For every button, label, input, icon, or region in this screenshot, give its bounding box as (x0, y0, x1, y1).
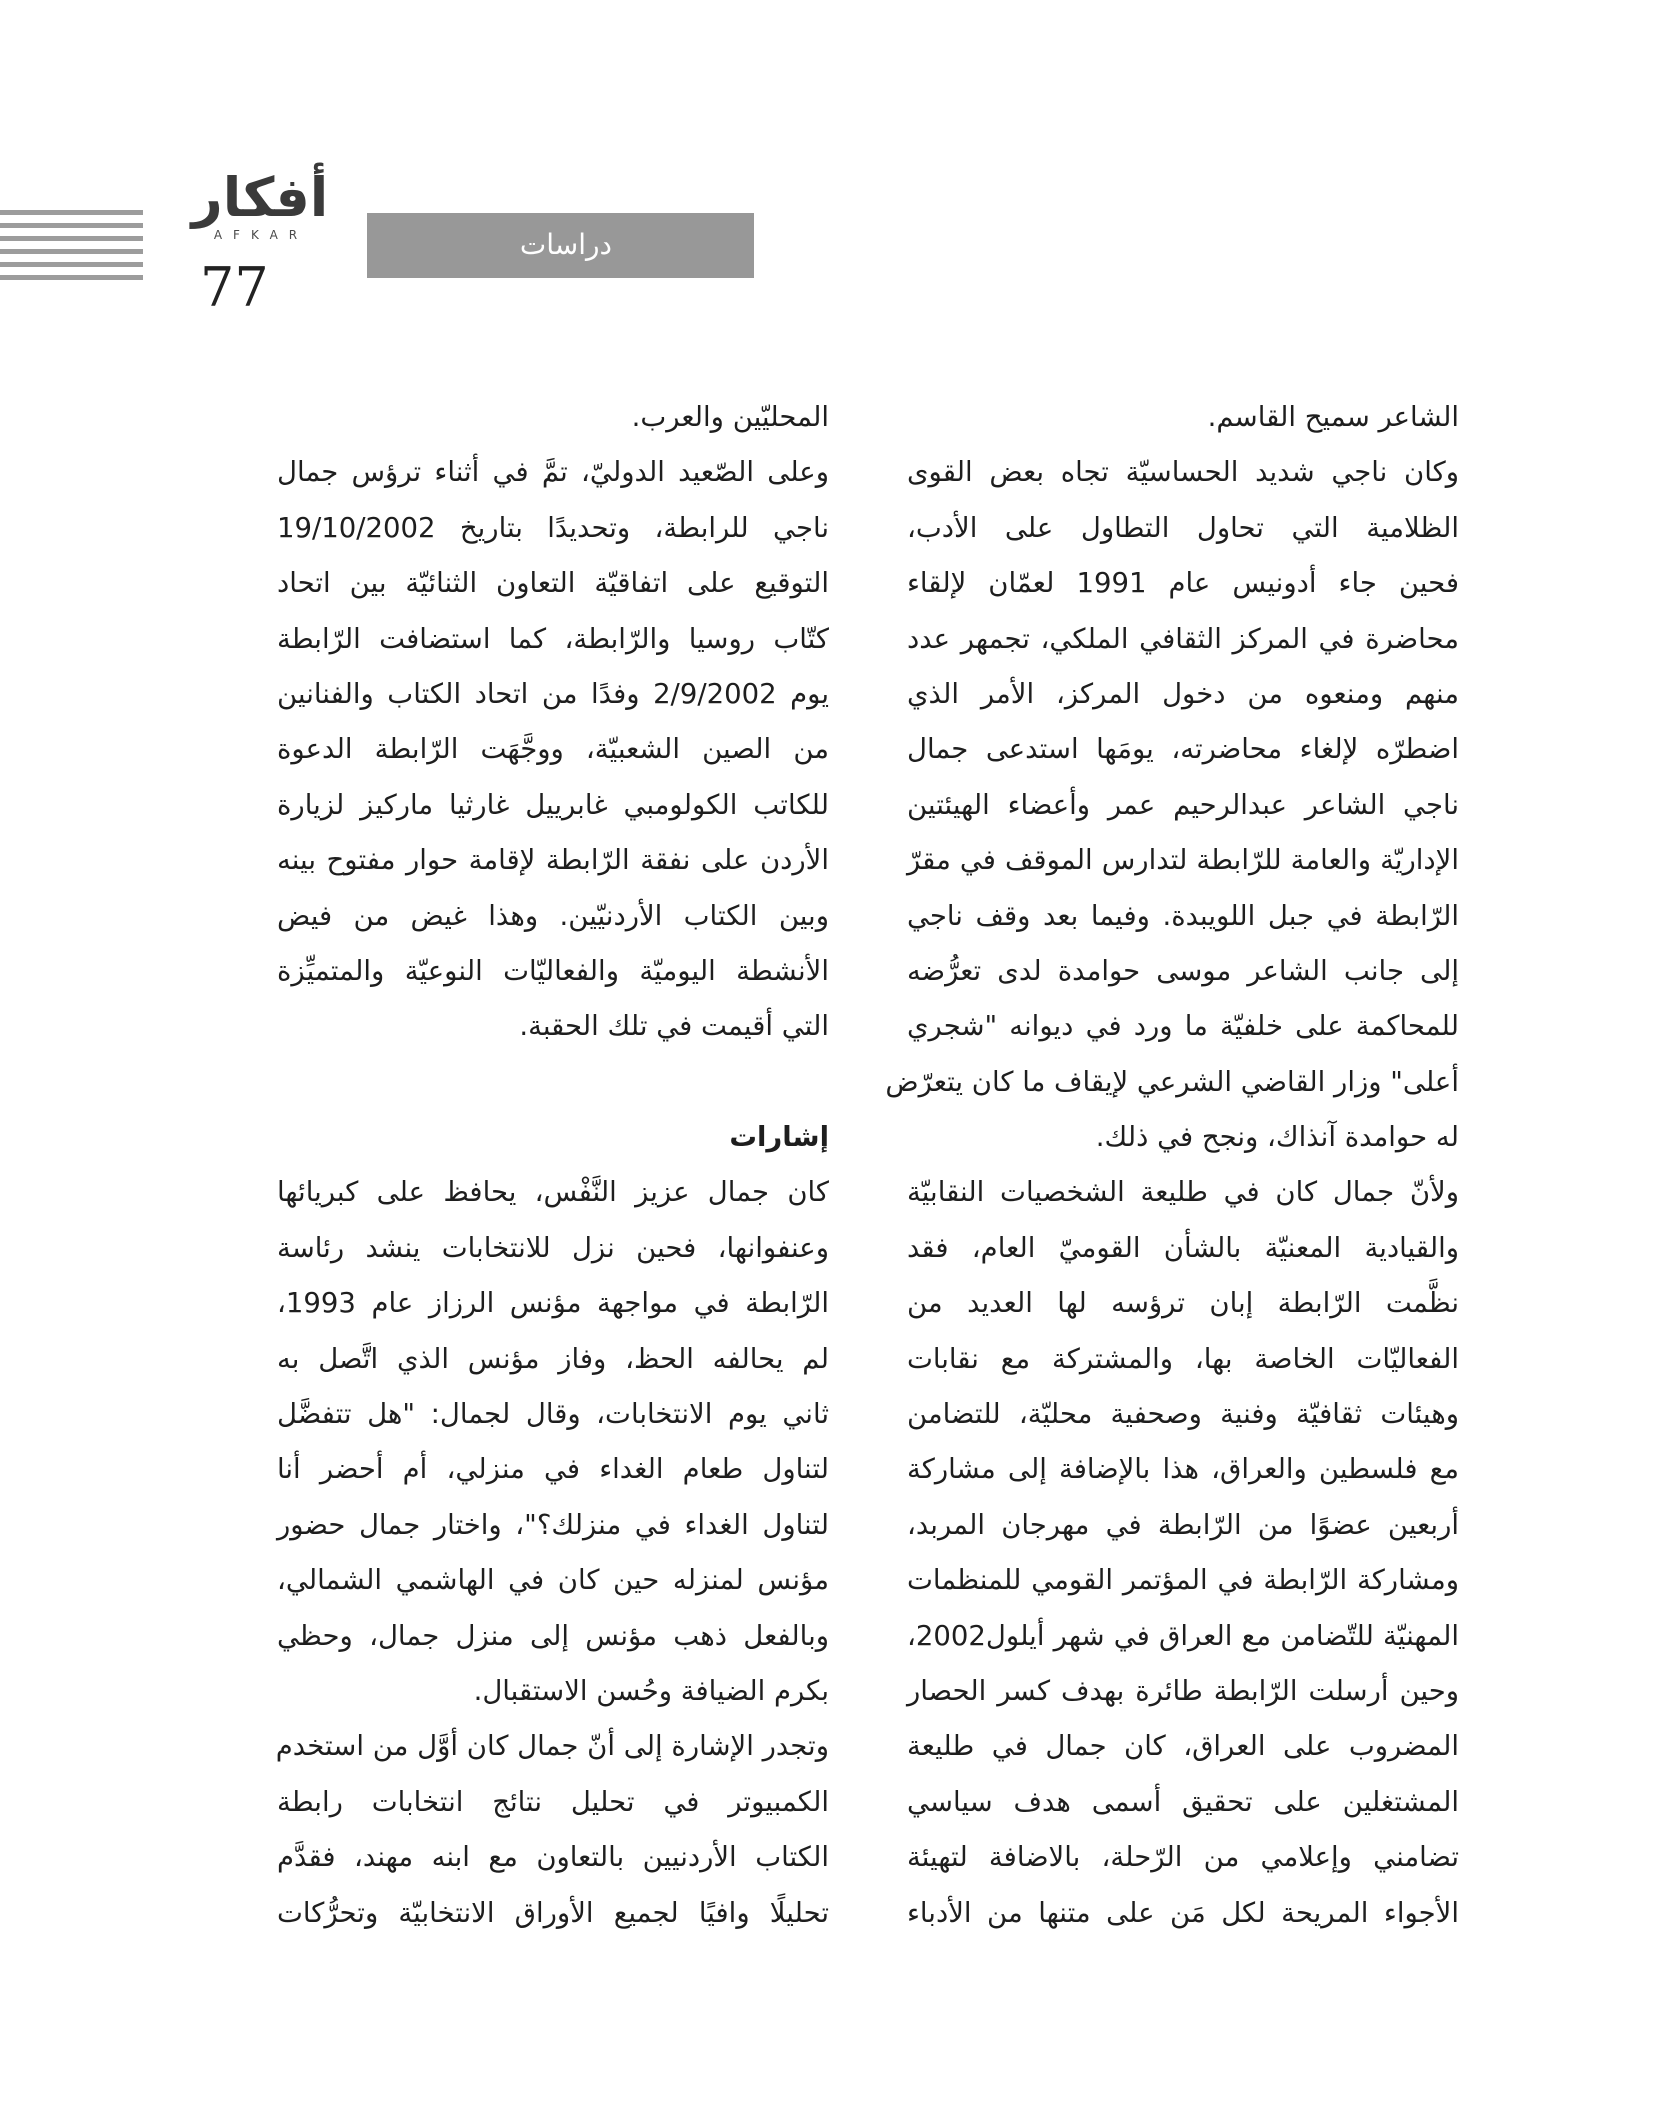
text-line: محاضرة في المركز الثقافي الملكي، تجمهر عدد (907, 622, 1459, 655)
text-line: المضروب على العراق، كان جمال في طليعة (907, 1730, 1459, 1763)
text-line: لتناول طعام الغداء في منزلي، أم أحضر أنا (277, 1453, 829, 1486)
text-line: للكاتب الكولومبي غابرييل غارثيا ماركيز لزيارة (277, 788, 829, 821)
text-line: يوم 2/9/2002 وفدًا من اتحاد الكتاب والفنانين (277, 677, 829, 710)
text-line: مؤنس لمنزله حين كان في الهاشمي الشمالي، (277, 1564, 829, 1597)
text-line: بكرم الضيافة وحُسن الاستقبال. (473, 1674, 829, 1707)
text-line: الظلامية التي تحاول التطاول على الأدب، (907, 511, 1459, 544)
text-line: لم يحالفه الحظ، وفاز مؤنس الذي اتَّصل به (277, 1342, 829, 1375)
logo-latin: AFKAR (213, 228, 309, 242)
text-line: وعلى الصّعيد الدوليّ، تمَّ في أثناء ترؤس جمال (277, 456, 829, 489)
text-line: الإداريّة والعامة للرّابطة لتدارس الموقف في مقرّ (907, 844, 1459, 877)
text-line: وعنفوانها، فحين نزل للانتخابات ينشد رئاسة (277, 1231, 829, 1264)
text-line: المهنيّة للتّضامن مع العراق في شهر أيلول2002، (907, 1619, 1459, 1652)
text-line: أعلى" وزار القاضي الشرعي لإيقاف ما كان يتعرّض (885, 1065, 1459, 1098)
text-line: الرّابطة في مواجهة مؤنس الرزاز عام 1993، (277, 1287, 829, 1320)
text-line: وهيئات ثقافيّة وفنية وصحفية محليّة، للتضامن (907, 1398, 1459, 1431)
text-line: التوقيع على اتفاقيّة التعاون الثنائيّة بين اتحاد (277, 567, 829, 600)
text-line: كان جمال عزيز النَّفْس، يحافظ على كبريائها (277, 1176, 829, 1209)
section-heading: إشارات (729, 1121, 829, 1154)
text-line: وكان ناجي شديد الحساسيّة تجاه بعض القوى (907, 456, 1459, 489)
text-line: للمحاكمة على خلفيّة ما ورد في ديوانه "شجري (907, 1010, 1459, 1043)
page-number: 77 (200, 256, 269, 319)
text-line: مع فلسطين والعراق، هذا بالإضافة إلى مشاركة (907, 1453, 1459, 1486)
text-line: المحليّين والعرب. (631, 401, 829, 433)
left-text-column (277, 390, 829, 1941)
text-line: من الصين الشعبيّة، ووجَّهَت الرّابطة الدعوة (277, 733, 829, 766)
text-line: لتناول الغداء في منزلك؟"، واختار جمال حضور (277, 1508, 829, 1541)
text-line: وبين الكتاب الأردنيّين. وهذا غيض من فيض (277, 899, 829, 932)
text-line: المشتغلين على تحقيق أسمى هدف سياسي (907, 1785, 1459, 1818)
logo-arabic: أفكار (191, 166, 329, 229)
text-line: الكتاب الأردنيين بالتعاون مع ابنه مهند، فقدَّم (277, 1841, 829, 1874)
text-line: ومشاركة الرّابطة في المؤتمر القومي للمنظمات (907, 1564, 1459, 1597)
text-line: له حوامدة آنذاك، ونجح في ذلك. (1095, 1121, 1459, 1154)
text-line: الأنشطة اليوميّة والفعاليّات النوعيّة والمتميِّزة (277, 954, 829, 987)
text-line: ناجي للرابطة، وتحديدًا بتاريخ 19/10/2002 (277, 511, 829, 544)
right-text-column (885, 390, 1459, 1941)
blank-line (277, 1055, 829, 1110)
text-line: ناجي الشاعر عبدالرحيم عمر وأعضاء الهيئتين (907, 788, 1459, 821)
text-line: ثاني يوم الانتخابات، وقال لجمال: "هل تتفضَّل (277, 1398, 829, 1431)
text-line: تحليلًا وافيًا لجميع الأوراق الانتخابيّة وتحرُّكات (277, 1896, 829, 1929)
text-line: نظَّمت الرّابطة إبان ترؤسه لها العديد من (907, 1287, 1459, 1320)
header-stripes (0, 210, 143, 280)
text-line: الرّابطة في جبل اللويبدة. وفيما بعد وقف ناجي (907, 899, 1459, 932)
text-line: إلى جانب الشاعر موسى حوامدة لدى تعرُّضه (907, 954, 1459, 987)
text-line: الفعاليّات الخاصة بها، والمشتركة مع نقابات (907, 1342, 1459, 1375)
text-line: ولأنّ جمال كان في طليعة الشخصيات النقابيّة (907, 1176, 1459, 1209)
text-line: التي أقيمت في تلك الحقبة. (519, 1010, 829, 1043)
text-line: تضامني وإعلامي من الرّحلة، بالاضافة لتهيئة (907, 1841, 1459, 1874)
text-line: فحين جاء أدونيس عام 1991 لعمّان لإلقاء (907, 567, 1459, 600)
text-line: الأجواء المريحة لكل مَن على متنها من الأدباء (907, 1896, 1459, 1929)
text-line: الأردن على نفقة الرّابطة لإقامة حوار مفتوح بينه (277, 844, 829, 877)
magazine-logo (180, 168, 340, 248)
text-line: والقيادية المعنيّة بالشأن القوميّ العام، فقد (907, 1231, 1459, 1264)
section-label: دراسات (519, 228, 612, 261)
text-line: الكمبيوتر في تحليل نتائج انتخابات رابطة (277, 1785, 829, 1818)
section-bar (367, 213, 754, 278)
text-line: منهم ومنعوه من دخول المركز، الأمر الذي (907, 677, 1459, 710)
text-line: وحين أرسلت الرّابطة طائرة بهدف كسر الحصار (907, 1674, 1459, 1707)
text-line: الشاعر سميح القاسم. (1207, 401, 1459, 433)
text-line: اضطرّه لإلغاء محاضرته، يومَها استدعى جمال (907, 733, 1459, 766)
text-line: وتجدر الإشارة إلى أنّ جمال كان أوَّل من استخدم (275, 1730, 829, 1763)
text-line: كتّاب روسيا والرّابطة، كما استضافت الرّابطة (277, 622, 829, 655)
text-line: أربعين عضوًا من الرّابطة في مهرجان المربد، (907, 1508, 1459, 1541)
text-line: وبالفعل ذهب مؤنس إلى منزل جمال، وحظي (277, 1619, 829, 1652)
